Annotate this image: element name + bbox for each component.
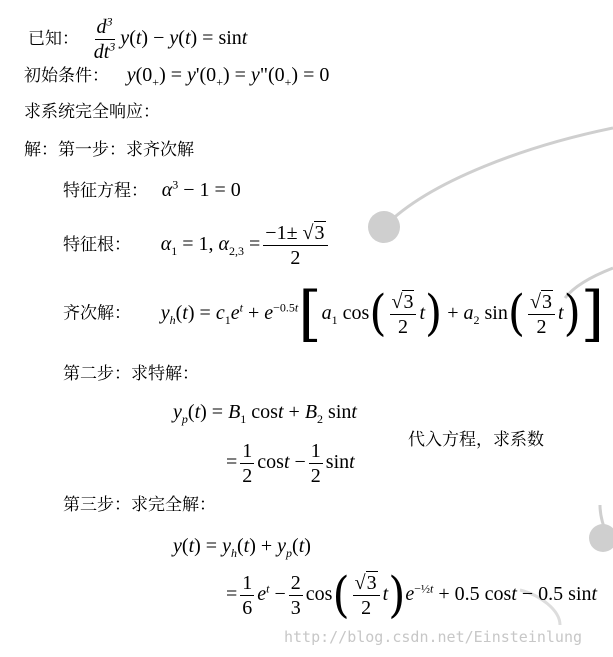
char-equation-line xyxy=(63,177,241,201)
known-line xyxy=(28,16,247,63)
complete-solution-values: = $\frac{1}{6}$ $e^t$ − $\frac{2}{3}$ cos( $\frac{√3}{2}$ $t)e^{-\frac{1}{2}t} + 0.5$ cost − 0.5 sint xyxy=(226,566,598,623)
watermark-text: http://blog.csdn.net/Einsteinlung xyxy=(284,628,583,646)
char-roots-line xyxy=(63,222,331,269)
step3-heading: 第三步：求完全解： xyxy=(63,495,216,515)
given-equation: $\frac{d^3}{dt^3}$ y(t) − y(t) = sint xyxy=(93,14,248,63)
initial-conditions-label: 初始条件： xyxy=(24,66,109,86)
known-label: 已知： xyxy=(28,29,79,50)
step1-heading: 解：第一步：求齐次解 xyxy=(24,140,194,160)
homogeneous-label: 齐次解： xyxy=(63,303,131,324)
particular-solution: $y_p(t) = B_1$ $\cos t + B_2$ sint xyxy=(173,401,357,426)
substitute-note: 代入方程，求系数 xyxy=(408,430,544,450)
initial-conditions-equation: $y(0_+) = y'(0_+)$ = $y"(0_+) = 0$ xyxy=(126,64,330,89)
complete-solution: $y(t) = y_h(t) + y_p(t)$ xyxy=(173,535,311,560)
homogeneous-line xyxy=(63,279,605,349)
homogeneous-solution: $y_h(t) = c_1e^t + e^{-0.5t}[a_1$ cos( $\frac{√3}{2}$ $t) + a_2$ sin( $\frac{√3}{2}$ t)] xyxy=(160,279,605,349)
particular-solution-values: = $\frac{1}{2}$ cost − $\frac{1}{2}$ sint xyxy=(226,440,355,487)
step2-heading: 第二步：求特解： xyxy=(63,364,199,384)
char-equation: $\alpha^3 - 1 = 0$ xyxy=(161,177,241,201)
initial-conditions-line xyxy=(24,64,330,89)
char-roots: $\alpha_1 = 1$, $\alpha_{2,3}$ = $\frac{-1\pm √3}{2}$ xyxy=(161,233,331,255)
task-text: 求系统完全响应： xyxy=(24,102,160,122)
char-equation-label: 特征方程： xyxy=(63,181,148,201)
char-roots-label: 特征根： xyxy=(63,235,131,255)
